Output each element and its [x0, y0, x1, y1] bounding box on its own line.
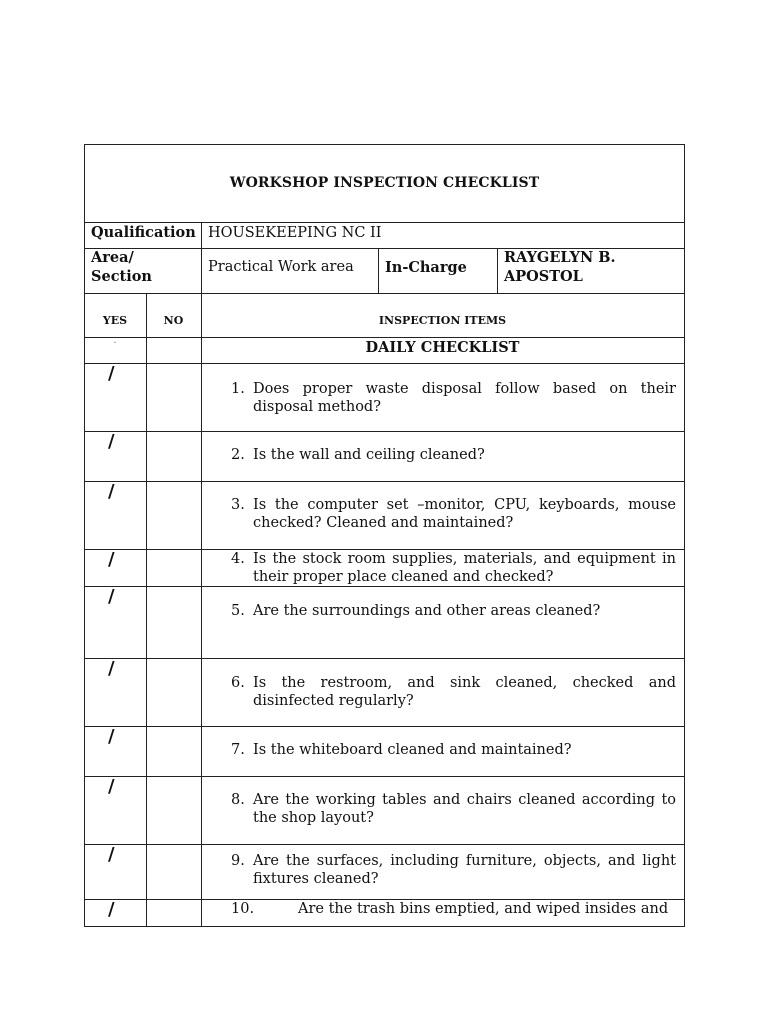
table-row [84, 658, 685, 726]
table-border-bottom [84, 926, 685, 927]
yes-check-mark: / [108, 899, 115, 920]
inspection-item-cell [201, 431, 684, 481]
item-number: 2. [231, 447, 245, 463]
incharge-label: In-Charge [385, 259, 467, 276]
item-text: Is the stock room supplies, materials, and equipment in their proper place cleaned and checked? [253, 551, 676, 585]
item-number: 8. [231, 792, 245, 808]
yes-check-mark: / [108, 549, 115, 570]
table-row [84, 431, 685, 481]
no-cell [147, 481, 201, 549]
item-number: 9. [231, 853, 245, 869]
no-cell [147, 549, 201, 586]
yes-check-mark: / [108, 726, 115, 747]
col-header-items: INSPECTION ITEMS [378, 314, 507, 327]
no-cell [147, 586, 201, 658]
col-divider [378, 248, 379, 293]
table-row [84, 549, 685, 586]
item-number: 3. [231, 497, 245, 513]
inspection-item-cell [201, 776, 684, 844]
col-header-no: NO [163, 314, 184, 327]
daily-marker: · [113, 338, 117, 349]
item-text: Is the restroom, and sink cleaned, checked and disinfected regularly? [253, 675, 676, 709]
incharge-value-line1: RAYGELYN B. [504, 249, 616, 266]
qualification-value: HOUSEKEEPING NC II [208, 225, 382, 241]
inspection-item-cell [201, 658, 684, 726]
qualification-label: Qualification [91, 224, 196, 241]
item-number: 7. [231, 742, 245, 758]
yes-check-mark: / [108, 431, 115, 452]
area-label-line1: Area/ [91, 249, 134, 266]
table-row [84, 844, 685, 899]
no-cell [147, 431, 201, 481]
area-value: Practical Work area [208, 259, 354, 275]
item-number: 10. [231, 901, 255, 917]
col-divider [497, 248, 498, 293]
daily-checklist-heading: DAILY CHECKLIST [365, 339, 520, 356]
yes-check-mark: / [108, 776, 115, 797]
item-number: 1. [231, 381, 245, 397]
checklist-title: WORKSHOP INSPECTION CHECKLIST [229, 175, 540, 191]
item-text: Are the trash bins emptied, and wiped insides and [298, 901, 669, 917]
no-cell [147, 844, 201, 899]
yes-check-mark: / [108, 363, 115, 384]
table-row [84, 363, 685, 431]
incharge-value-line2: APOSTOL [504, 268, 583, 285]
no-cell [147, 726, 201, 776]
yes-check-mark: / [108, 844, 115, 865]
table-row [84, 776, 685, 844]
item-text: Is the whiteboard cleaned and maintained? [253, 742, 572, 758]
inspection-item-cell [201, 844, 684, 899]
inspection-item-cell [201, 549, 684, 586]
yes-check-mark: / [108, 658, 115, 679]
incharge-value [504, 248, 679, 286]
no-cell [147, 776, 201, 844]
yes-check-mark: / [108, 481, 115, 502]
no-cell [147, 658, 201, 726]
no-cell [147, 363, 201, 431]
inspection-item-cell [201, 481, 684, 549]
table-row [84, 481, 685, 549]
inspection-item-cell [201, 586, 684, 658]
item-text: Does proper waste disposal follow based on their disposal method? [253, 381, 676, 415]
row-divider [84, 293, 685, 294]
yes-check-mark: / [108, 586, 115, 607]
col-divider [201, 222, 202, 293]
item-text: Is the wall and ceiling cleaned? [253, 447, 485, 463]
col-header-yes: YES [102, 314, 128, 327]
table-row [84, 726, 685, 776]
no-cell [147, 899, 201, 926]
area-label-line2: Section [91, 268, 152, 285]
area-section-label [91, 248, 201, 286]
item-text: Are the working tables and chairs cleaned according to the shop layout? [253, 792, 676, 826]
item-number: 5. [231, 603, 245, 619]
item-number: 4. [231, 551, 245, 567]
item-text: Are the surroundings and other areas cleaned? [253, 603, 601, 619]
table-row [84, 586, 685, 658]
inspection-item-cell [201, 899, 684, 926]
inspection-checklist-table [84, 144, 685, 927]
inspection-item-cell [201, 363, 684, 431]
inspection-item-cell [201, 726, 684, 776]
item-text: Is the computer set –monitor, CPU, keyboards, mouse checked? Cleaned and maintained? [253, 497, 676, 531]
item-number: 6. [231, 675, 245, 691]
table-row [84, 899, 685, 926]
item-text: Are the surfaces, including furniture, objects, and light fixtures cleaned? [253, 853, 676, 887]
